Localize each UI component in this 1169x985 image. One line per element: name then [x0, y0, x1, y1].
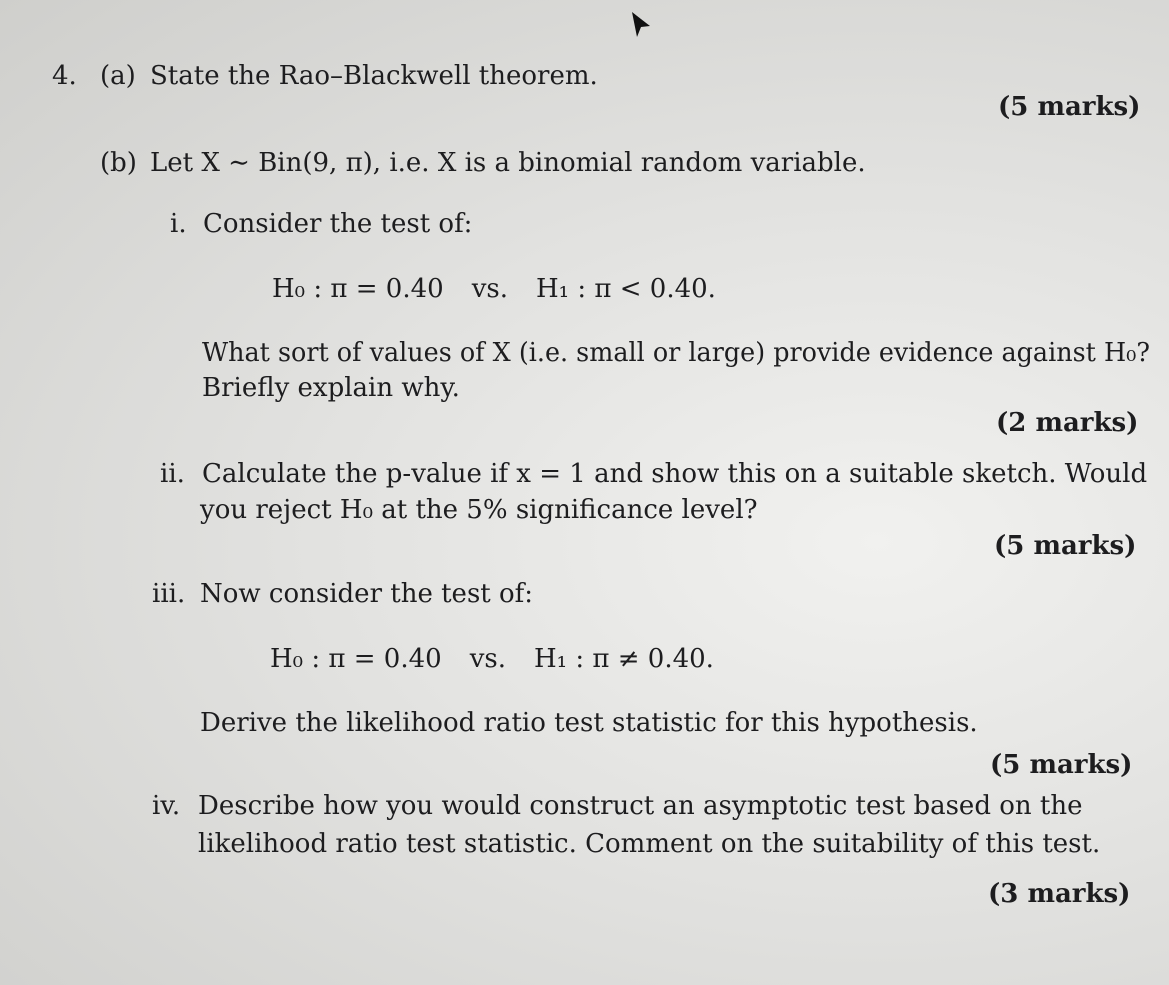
part-iii-label: iii.: [152, 579, 186, 609]
question-number: 4.: [52, 61, 77, 91]
null-hypothesis: H₀ : π = 0.40: [272, 274, 444, 304]
versus: vs.: [469, 644, 506, 674]
part-iv-marks: (3 marks): [988, 879, 1131, 909]
hypotheses-one-sided: [272, 274, 716, 304]
part-a-marks: (5 marks): [998, 92, 1141, 122]
part-a-label: (a): [100, 61, 136, 91]
part-ii-label: ii.: [160, 459, 185, 489]
part-i-question-line1: What sort of values of X (i.e. small or large) provide evidence against H₀?: [202, 338, 1150, 368]
versus: vs.: [471, 274, 508, 304]
part-iii-question: Derive the likelihood ratio test statistic for this hypothesis.: [200, 708, 978, 738]
part-iv-label: iv.: [152, 791, 181, 821]
part-iii-text: Now consider the test of:: [200, 579, 534, 609]
part-i-label: i.: [170, 209, 187, 239]
part-a-text: State the Rao–Blackwell theorem.: [150, 61, 598, 91]
part-ii-marks: (5 marks): [994, 531, 1137, 561]
part-ii-line1: Calculate the p-value if x = 1 and show this on a suitable sketch. Would: [202, 459, 1148, 489]
hypotheses-two-sided: [270, 644, 714, 674]
part-iv-line2: likelihood ratio test statistic. Comment on the suitability of this test.: [198, 829, 1101, 859]
part-iv-line1: Describe how you would construct an asymptotic test based on the: [198, 791, 1083, 821]
mouse-pointer-icon: [628, 10, 654, 40]
part-i-question-line2: Briefly explain why.: [202, 373, 460, 403]
part-b-label: (b): [100, 148, 137, 178]
part-i-marks: (2 marks): [996, 408, 1139, 438]
part-i-text: Consider the test of:: [203, 209, 473, 239]
part-b-intro: Let X ∼ Bin(9, π), i.e. X is a binomial random variable.: [150, 148, 866, 178]
part-ii-line2: you reject H₀ at the 5% significance level?: [200, 495, 758, 525]
part-iii-marks: (5 marks): [990, 750, 1133, 780]
alternative-hypothesis: H₁ : π < 0.40.: [535, 274, 716, 304]
null-hypothesis: H₀ : π = 0.40: [270, 644, 442, 674]
alternative-hypothesis: H₁ : π ≠ 0.40.: [533, 644, 714, 674]
